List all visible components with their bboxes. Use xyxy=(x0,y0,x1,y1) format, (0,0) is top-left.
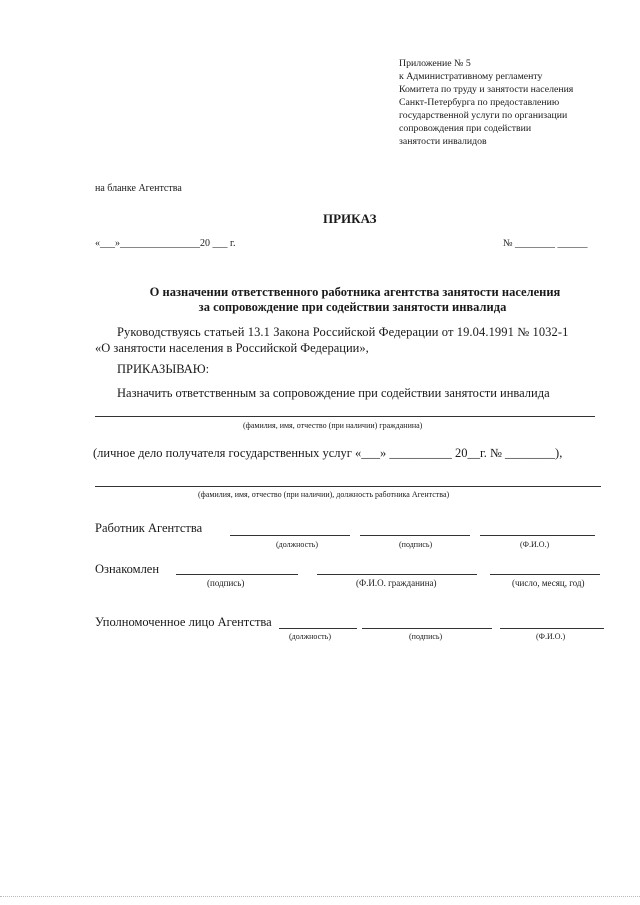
letterhead-note: на бланке Агентства xyxy=(95,183,182,194)
signature-caption: (должность) xyxy=(289,632,331,641)
signature-line xyxy=(490,574,600,575)
citizen-caption: (фамилия, имя, отчество (при наличии) гражданина) xyxy=(243,421,423,430)
appendix-line: Санкт-Петербурга по предоставлению xyxy=(399,97,560,108)
worker-name-line xyxy=(95,486,601,487)
number-line: № ________ ______ xyxy=(503,238,588,249)
document-title: ПРИКАЗ xyxy=(323,211,377,226)
signature-line xyxy=(176,574,298,575)
worker-signature-label: Работник Агентства xyxy=(95,521,203,535)
signature-line xyxy=(500,628,604,629)
signature-caption: (Ф.И.О.) xyxy=(520,540,550,549)
case-line: (личное дело получателя государственных услуг «___» __________ 20__г. № ________), xyxy=(93,446,563,460)
signature-line xyxy=(279,628,357,629)
signature-caption: (Ф.И.О. гражданина) xyxy=(356,578,437,588)
appendix-line: сопровождения при содействии xyxy=(399,123,532,134)
assign-text: Назначить ответственным за сопровождение при содействии занятости инвалида xyxy=(117,386,550,400)
signature-line xyxy=(230,535,350,536)
signature-line xyxy=(360,535,470,536)
signature-line xyxy=(317,574,477,575)
acquainted-label: Ознакомлен xyxy=(95,562,160,576)
signature-caption: (подпись) xyxy=(399,540,433,549)
signature-line xyxy=(480,535,595,536)
authorized-label: Уполномоченное лицо Агентства xyxy=(95,615,272,629)
appendix-line: занятости инвалидов xyxy=(399,136,487,147)
subject-line-1: О назначении ответственного работника агентства занятости населения xyxy=(149,285,561,299)
basis-line-1: Руководствуясь статьей 13.1 Закона Российской Федерации от 19.04.1991 № 1032-1 xyxy=(117,325,569,339)
signature-line xyxy=(362,628,492,629)
scan-edge-divider xyxy=(0,896,640,897)
signature-caption: (должность) xyxy=(276,540,318,549)
date-line: «___»________________20 ___ г. xyxy=(95,238,236,249)
appendix-line: к Административному регламенту xyxy=(399,71,543,82)
signature-caption: (подпись) xyxy=(207,578,245,588)
basis-line-2: «О занятости населения в Российской Федерации», xyxy=(95,341,369,355)
signature-caption: (подпись) xyxy=(409,632,443,641)
worker-caption: (фамилия, имя, отчество (при наличии), должность работника Агентства) xyxy=(198,490,450,499)
signature-caption: (число, месяц, год) xyxy=(512,578,585,588)
appendix-block xyxy=(399,57,573,148)
order-word: ПРИКАЗЫВАЮ: xyxy=(117,362,210,376)
subject-line-2: за сопровождение при содействии занятости инвалида xyxy=(198,300,507,314)
signature-caption: (Ф.И.О.) xyxy=(536,632,566,641)
appendix-line: Комитета по труду и занятости населения xyxy=(399,84,574,95)
appendix-line: государственной услуги по организации xyxy=(399,110,568,121)
appendix-line: Приложение № 5 xyxy=(399,58,471,69)
citizen-name-line xyxy=(95,416,595,417)
